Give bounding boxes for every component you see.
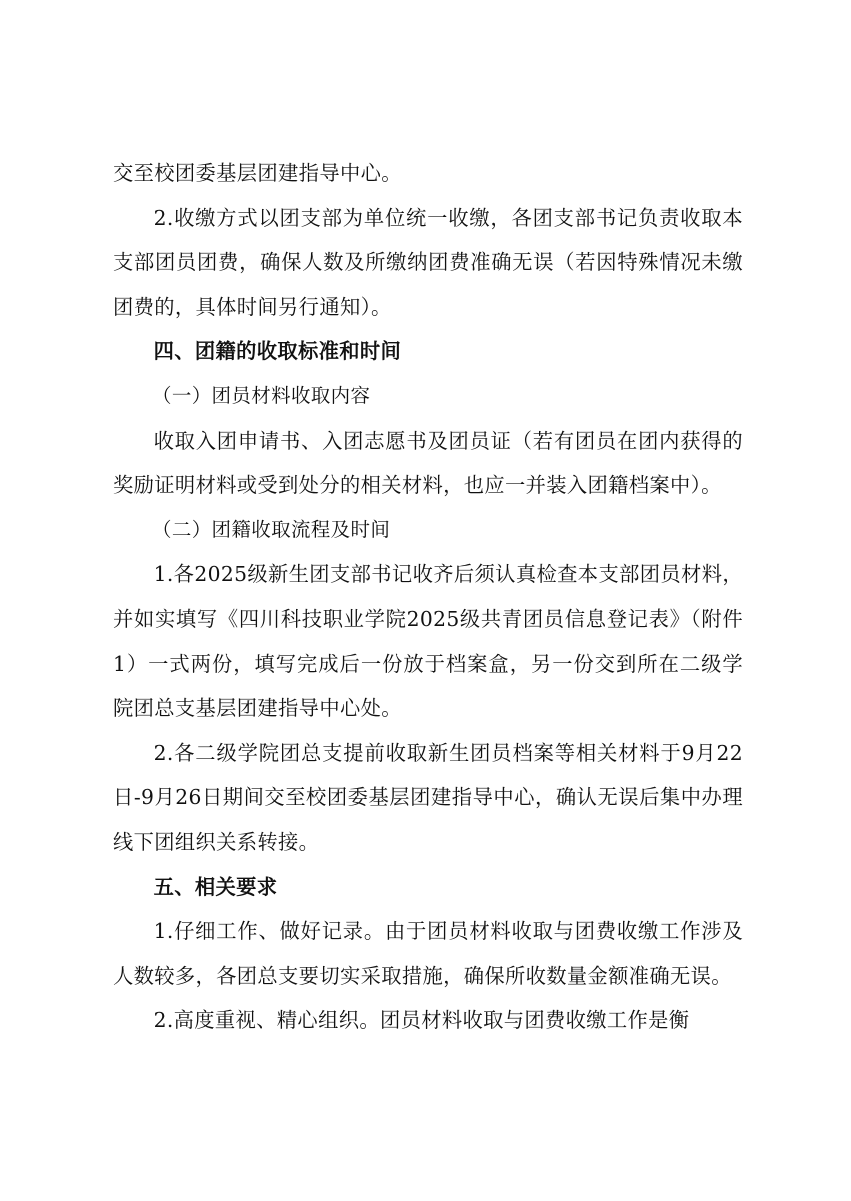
- subsection-heading-4-1: （一）团员材料收取内容: [152, 383, 371, 407]
- paragraph-requirement-2: 2.高度重视、精心组织。团员材料收取与团费收缴工作是衡: [153, 1008, 690, 1033]
- subsection-heading-4-2: （二）团籍收取流程及时间: [152, 517, 391, 541]
- paragraph-requirement-1: 1.仔细工作、做好记录。由于团员材料收取与团费收缴工作涉及人数较多，各团总支要切实采取措施，确保所收数量金额准确无误。: [113, 919, 743, 988]
- paragraph-payment-method: 2.收缴方式以团支部为单位统一收缴，各团支部书记负责收取本支部团员团费，确保人数及所缴纳团费准确无误（若因特殊情况未缴团费的，具体时间另行通知）。: [113, 205, 743, 319]
- paragraph-material-content: 收取入团申请书、入团志愿书及团员证（若有团员在团内获得的奖励证明材料或受到处分的相关材料，也应一并装入团籍档案中）。: [113, 428, 743, 498]
- section-heading-4: 四、团籍的收取标准和时间: [153, 339, 402, 364]
- paragraph-process-2: 2.各二级学院团总支提前收取新生团员档案等相关材料于9月22日-9月26日期间交至校团委基层团建指导中心，确认无误后集中办理线下团组织关系转接。: [113, 740, 743, 854]
- document-body: [113, 151, 743, 1043]
- paragraph-process-1: 1.各2025级新生团支部书记收齐后须认真检查本支部团员材料，并如实填写《四川科技职业学院2025级共青团员信息登记表》（附件1）一式两份，填写完成后一份放于档案盒，另一份交到所在二级学院团总支基层团建指导中心处。: [113, 562, 743, 721]
- section-heading-5: 五、相关要求: [153, 874, 278, 899]
- paragraph-continuation: 交至校团委基层团建指导中心。: [113, 161, 402, 185]
